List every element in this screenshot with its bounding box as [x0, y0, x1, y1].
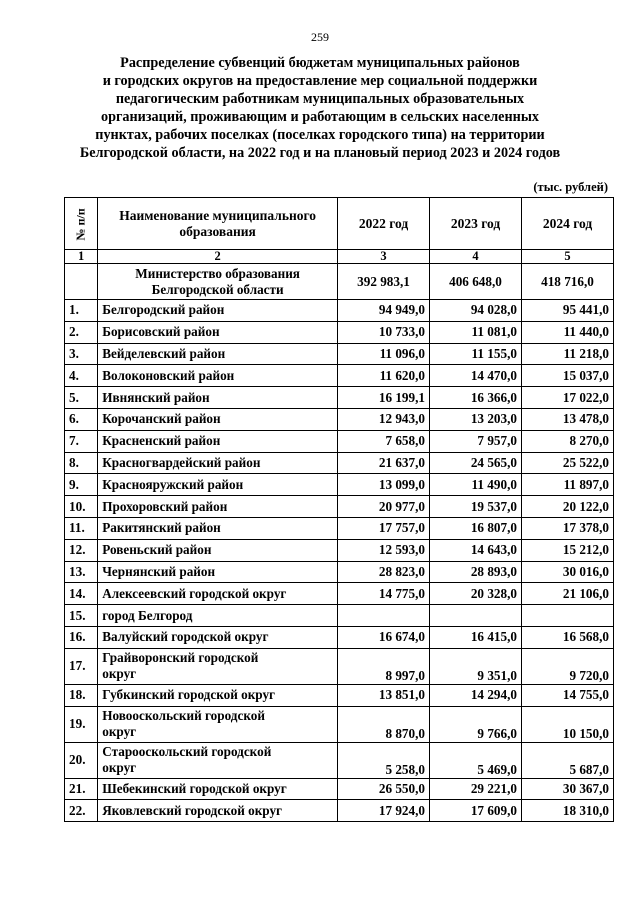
ministry-num-cell [65, 264, 98, 300]
value-2023: 11 081,0 [430, 321, 522, 343]
ministry-2023: 406 648,0 [430, 264, 522, 300]
row-number: 2. [65, 321, 98, 343]
value-2022: 11 096,0 [338, 343, 430, 365]
municipality-name: Краснояружский район [98, 474, 338, 496]
table-row [65, 430, 614, 452]
table-row [65, 408, 614, 430]
municipality-name: Корочанский район [98, 408, 338, 430]
row-number: 20. [65, 742, 98, 778]
municipality-name: Чернянский район [98, 561, 338, 583]
value-2024: 5 687,0 [521, 742, 613, 778]
row-number: 14. [65, 583, 98, 605]
value-2022: 26 550,0 [338, 778, 430, 800]
municipality-name: Ивнянский район [98, 387, 338, 409]
row-number: 11. [65, 517, 98, 539]
title-line: Белгородской области, на 2022 год и на плановый период 2023 и 2024 годов [79, 145, 561, 161]
municipality-name: Грайворонский городской округ [98, 648, 338, 684]
table-row [65, 474, 614, 496]
value-2024: 16 568,0 [521, 626, 613, 648]
municipality-name: Алексеевский городской округ [98, 583, 338, 605]
title-line: пунктах, рабочих поселках (поселках городского типа) на территории [95, 127, 545, 143]
value-2022 [338, 605, 430, 627]
value-2022: 12 593,0 [338, 539, 430, 561]
value-2023: 16 807,0 [430, 517, 522, 539]
row-number: 13. [65, 561, 98, 583]
value-2023: 16 415,0 [430, 626, 522, 648]
table-row [65, 742, 614, 778]
value-2023: 13 203,0 [430, 408, 522, 430]
row-number: 4. [65, 365, 98, 387]
value-2023: 5 469,0 [430, 742, 522, 778]
table-row [65, 684, 614, 706]
row-number: 10. [65, 496, 98, 518]
municipality-name: Борисовский район [98, 321, 338, 343]
subsidy-table [64, 197, 614, 822]
table-row [65, 778, 614, 800]
column-number: 1 [65, 250, 98, 264]
row-number: 7. [65, 430, 98, 452]
document-title [60, 54, 580, 162]
table-row [65, 648, 614, 684]
header-name: Наименование муниципального образования [98, 198, 338, 250]
row-number: 1. [65, 300, 98, 322]
header-2022: 2022 год [338, 198, 430, 250]
value-2024: 11 440,0 [521, 321, 613, 343]
ministry-row [65, 264, 614, 300]
value-2022: 17 924,0 [338, 800, 430, 822]
municipality-name: Новооскольский городской округ [98, 706, 338, 742]
value-2023: 14 470,0 [430, 365, 522, 387]
value-2024: 95 441,0 [521, 300, 613, 322]
value-2023: 9 351,0 [430, 648, 522, 684]
value-2024: 11 218,0 [521, 343, 613, 365]
title-line: организаций, проживающим и работающим в сельских населенных [100, 109, 539, 125]
value-2024: 18 310,0 [521, 800, 613, 822]
value-2024: 21 106,0 [521, 583, 613, 605]
ministry-2024: 418 716,0 [521, 264, 613, 300]
row-number: 21. [65, 778, 98, 800]
value-2024: 25 522,0 [521, 452, 613, 474]
title-line: и городских округов на предоставление мер социальной поддержки [102, 73, 538, 89]
row-number: 16. [65, 626, 98, 648]
value-2022: 7 658,0 [338, 430, 430, 452]
header-num: № п/п [65, 198, 98, 250]
value-2023: 29 221,0 [430, 778, 522, 800]
value-2023: 7 957,0 [430, 430, 522, 452]
table-row [65, 321, 614, 343]
value-2024 [521, 605, 613, 627]
value-2023: 24 565,0 [430, 452, 522, 474]
municipality-name: Яковлевский городской округ [98, 800, 338, 822]
row-number: 19. [65, 706, 98, 742]
title-line: Распределение субвенций бюджетам муниципальных районов [120, 55, 520, 71]
column-number: 4 [430, 250, 522, 264]
value-2023: 11 155,0 [430, 343, 522, 365]
value-2024: 30 367,0 [521, 778, 613, 800]
table-row [65, 517, 614, 539]
value-2024: 17 378,0 [521, 517, 613, 539]
table-row [65, 387, 614, 409]
value-2022: 11 620,0 [338, 365, 430, 387]
value-2024: 13 478,0 [521, 408, 613, 430]
value-2022: 17 757,0 [338, 517, 430, 539]
table-header-row [65, 198, 614, 250]
value-2024: 15 212,0 [521, 539, 613, 561]
column-number: 3 [338, 250, 430, 264]
value-2022: 8 997,0 [338, 648, 430, 684]
value-2023: 11 490,0 [430, 474, 522, 496]
units-label: (тыс. рублей) [533, 180, 608, 194]
value-2023: 28 893,0 [430, 561, 522, 583]
value-2022: 16 674,0 [338, 626, 430, 648]
value-2024: 15 037,0 [521, 365, 613, 387]
page-number: 259 [311, 30, 329, 44]
column-number: 2 [98, 250, 338, 264]
value-2023: 9 766,0 [430, 706, 522, 742]
table-row [65, 605, 614, 627]
table-row [65, 300, 614, 322]
row-number: 17. [65, 648, 98, 684]
value-2023: 17 609,0 [430, 800, 522, 822]
table-row [65, 800, 614, 822]
value-2022: 10 733,0 [338, 321, 430, 343]
municipality-name: Валуйский городской округ [98, 626, 338, 648]
value-2023: 19 537,0 [430, 496, 522, 518]
municipality-name: Старооскольский городской округ [98, 742, 338, 778]
table-row [65, 365, 614, 387]
value-2022: 21 637,0 [338, 452, 430, 474]
row-number: 15. [65, 605, 98, 627]
value-2024: 9 720,0 [521, 648, 613, 684]
row-number: 5. [65, 387, 98, 409]
table-row [65, 496, 614, 518]
value-2022: 5 258,0 [338, 742, 430, 778]
value-2022: 13 099,0 [338, 474, 430, 496]
municipality-name: Красногвардейский район [98, 452, 338, 474]
value-2022: 12 943,0 [338, 408, 430, 430]
row-number: 8. [65, 452, 98, 474]
municipality-name: Красненский район [98, 430, 338, 452]
title-line: педагогическим работникам муниципальных образовательных [115, 91, 525, 107]
value-2024: 20 122,0 [521, 496, 613, 518]
municipality-name: Ракитянский район [98, 517, 338, 539]
table-row [65, 452, 614, 474]
row-number: 9. [65, 474, 98, 496]
ministry-name: Министерство образования Белгородской области [98, 264, 338, 300]
value-2023 [430, 605, 522, 627]
value-2023: 14 294,0 [430, 684, 522, 706]
value-2022: 14 775,0 [338, 583, 430, 605]
value-2022: 94 949,0 [338, 300, 430, 322]
column-number-row [65, 250, 614, 264]
header-2023: 2023 год [430, 198, 522, 250]
municipality-name: Шебекинский городской округ [98, 778, 338, 800]
table-row [65, 583, 614, 605]
table-row [65, 706, 614, 742]
column-number: 5 [521, 250, 613, 264]
value-2024: 11 897,0 [521, 474, 613, 496]
value-2022: 20 977,0 [338, 496, 430, 518]
table-row [65, 343, 614, 365]
municipality-name: Ровеньский район [98, 539, 338, 561]
municipality-name: Волоконовский район [98, 365, 338, 387]
table-row [65, 561, 614, 583]
row-number: 3. [65, 343, 98, 365]
municipality-name: Вейделевский район [98, 343, 338, 365]
value-2023: 20 328,0 [430, 583, 522, 605]
value-2024: 30 016,0 [521, 561, 613, 583]
value-2022: 8 870,0 [338, 706, 430, 742]
value-2022: 16 199,1 [338, 387, 430, 409]
row-number: 6. [65, 408, 98, 430]
value-2022: 13 851,0 [338, 684, 430, 706]
ministry-2022: 392 983,1 [338, 264, 430, 300]
municipality-name: Белгородский район [98, 300, 338, 322]
row-number: 22. [65, 800, 98, 822]
municipality-name: Губкинский городской округ [98, 684, 338, 706]
table-row [65, 539, 614, 561]
row-number: 18. [65, 684, 98, 706]
header-2024: 2024 год [521, 198, 613, 250]
value-2024: 14 755,0 [521, 684, 613, 706]
value-2023: 16 366,0 [430, 387, 522, 409]
value-2023: 94 028,0 [430, 300, 522, 322]
value-2022: 28 823,0 [338, 561, 430, 583]
value-2024: 10 150,0 [521, 706, 613, 742]
value-2023: 14 643,0 [430, 539, 522, 561]
value-2024: 8 270,0 [521, 430, 613, 452]
table-row [65, 626, 614, 648]
municipality-name: Прохоровский район [98, 496, 338, 518]
value-2024: 17 022,0 [521, 387, 613, 409]
municipality-name: город Белгород [98, 605, 338, 627]
row-number: 12. [65, 539, 98, 561]
